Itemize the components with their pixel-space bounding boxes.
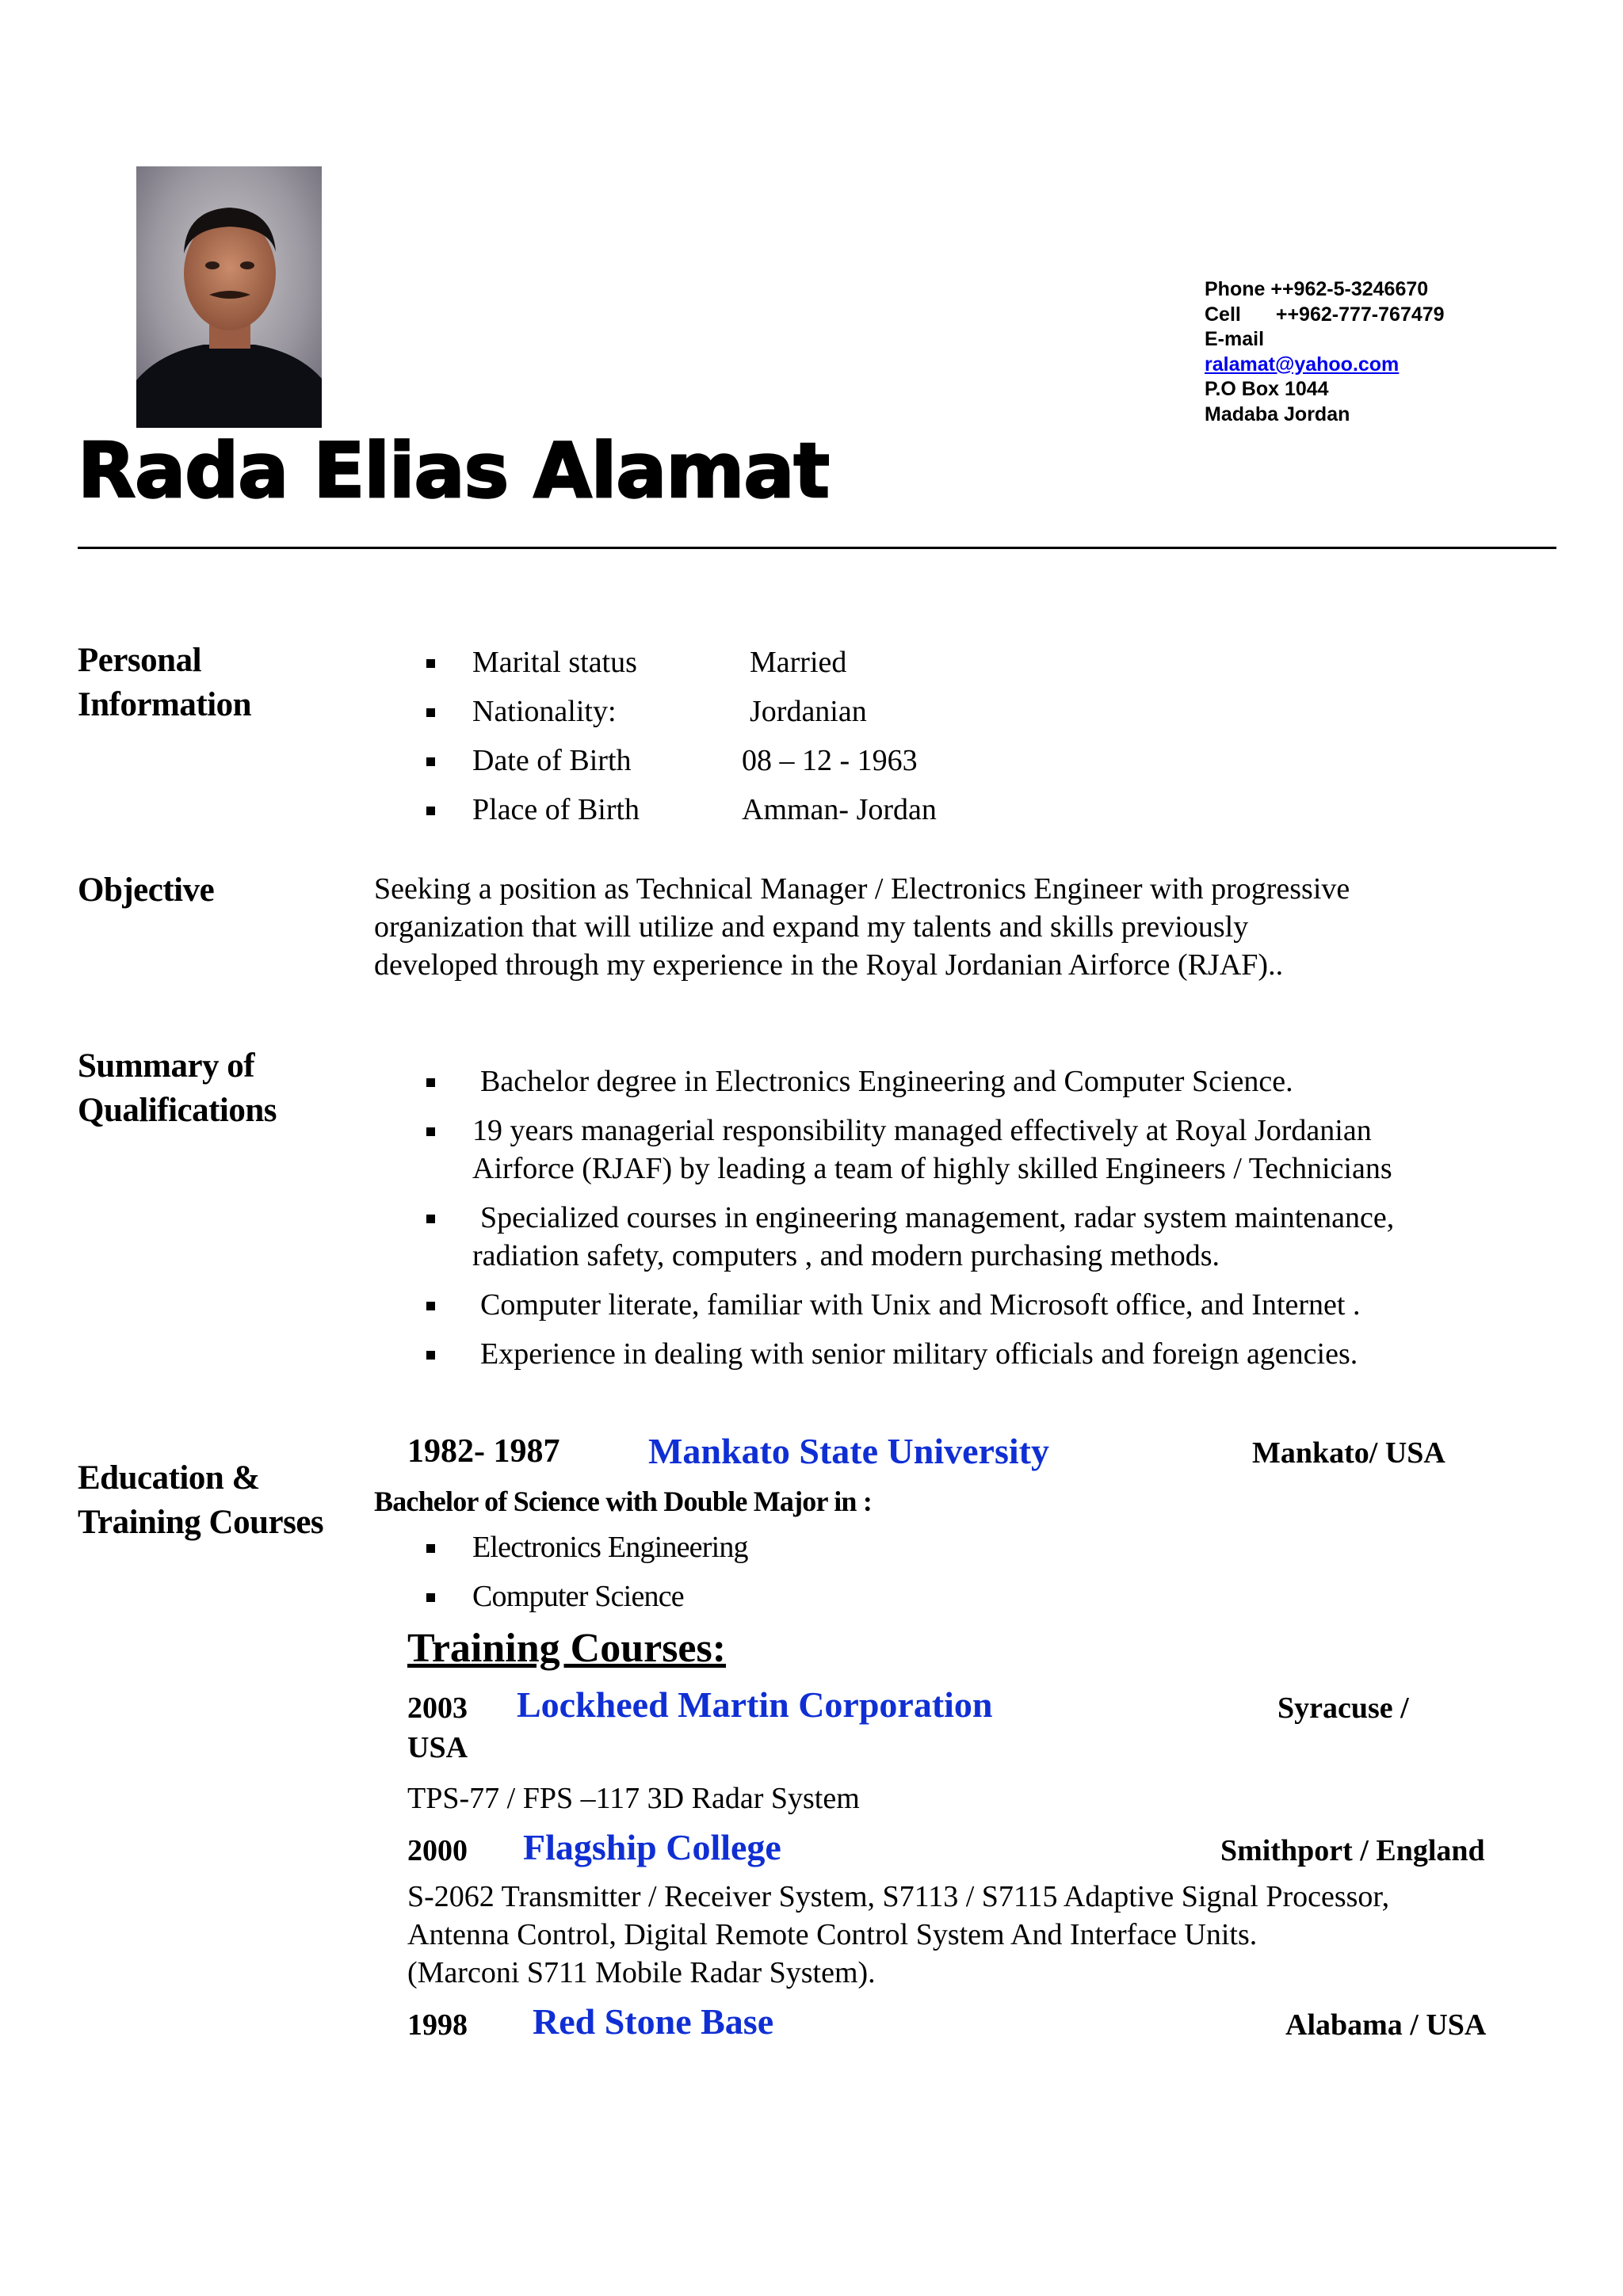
email-link[interactable]: ralamat@yahoo.com — [1205, 353, 1400, 376]
objective-heading: Objective — [78, 871, 215, 909]
phone-number: ++962-5-3246670 — [1270, 278, 1429, 300]
objective-line: developed through my experience in the Royal Jordanian Airforce (RJAF).. — [374, 948, 1284, 982]
bullet-icon — [426, 1078, 435, 1087]
qualification-line: Specialized courses in engineering management, radar system maintenance, — [480, 1201, 1395, 1234]
bullet-icon — [426, 1544, 435, 1553]
bullet-icon — [426, 708, 435, 717]
course-location: Alabama / USA — [1285, 2008, 1487, 2042]
bullet-icon — [426, 659, 435, 668]
course-org: Red Stone Base — [533, 2001, 774, 2042]
objective-line: Seeking a position as Technical Manager / Electronics Engineer with progressive — [374, 872, 1350, 906]
course-location: Syracuse / — [1277, 1691, 1409, 1725]
qualifications-heading-line2: Qualifications — [78, 1092, 277, 1129]
po-box: P.O Box 1044 — [1205, 378, 1329, 400]
qualification-item: Computer literate, familiar with Unix and Microsoft office, and Internet . — [480, 1288, 1361, 1322]
course-org: Flagship College — [523, 1827, 781, 1867]
bullet-icon — [426, 1593, 435, 1602]
qualifications-heading — [78, 1044, 277, 1133]
course-desc — [407, 1878, 1389, 1992]
qualification-line: 19 years managerial responsibility managed effectively at Royal Jordanian — [472, 1114, 1372, 1147]
degree-years: 1982- 1987 — [407, 1433, 560, 1470]
pob-label: Place of Birth — [472, 793, 640, 826]
course-desc: TPS-77 / FPS –117 3D Radar System — [407, 1782, 860, 1815]
course-org: Lockheed Martin Corporation — [517, 1684, 993, 1725]
bullet-icon — [426, 1351, 435, 1360]
phone-line — [1205, 277, 1445, 303]
qualification-item — [472, 1199, 1394, 1275]
bullet-icon — [426, 807, 435, 815]
degree-title: Bachelor of Science with Double Major in : — [374, 1486, 873, 1517]
education-heading — [78, 1456, 323, 1545]
bullet-icon — [426, 757, 435, 766]
education-heading-line1: Education & — [78, 1459, 260, 1497]
personal-heading-line2: Information — [78, 686, 252, 723]
course-year: 2003 — [407, 1691, 468, 1725]
qualification-item — [472, 1112, 1392, 1188]
marital-status-label: Marital status — [472, 646, 637, 679]
dob-value: 08 – 12 - 1963 — [742, 744, 918, 777]
bullet-icon — [426, 1302, 435, 1310]
objective-text — [374, 870, 1350, 984]
qualifications-heading-line1: Summary of — [78, 1047, 255, 1085]
training-heading: Training Courses: — [407, 1626, 727, 1671]
nationality-label: Nationality: — [472, 695, 617, 728]
course-location: Smithport / England — [1220, 1834, 1485, 1867]
email-label: E-mail — [1205, 328, 1265, 350]
phone-label: Phone — [1205, 278, 1266, 300]
nationality-value: Jordanian — [750, 695, 867, 728]
cell-line — [1205, 303, 1445, 328]
dob-label: Date of Birth — [472, 744, 632, 777]
course-desc-line: S-2062 Transmitter / Receiver System, S7113 / S7115 Adaptive Signal Processor, — [407, 1880, 1390, 1913]
pob-value: Amman- Jordan — [742, 793, 937, 826]
city: Madaba Jordan — [1205, 402, 1350, 425]
qualification-line: Airforce (RJAF) by leading a team of highly skilled Engineers / Technicians — [472, 1152, 1392, 1185]
personal-heading — [78, 639, 251, 727]
course-year: 2000 — [407, 1834, 468, 1867]
course-desc-line: Antenna Control, Digital Remote Control System And Interface Units. — [407, 1918, 1258, 1951]
contact-block — [1205, 277, 1445, 427]
cell-label: Cell — [1205, 303, 1241, 326]
course-location-cont: USA — [407, 1731, 468, 1764]
degree-school: Mankato State University — [648, 1431, 1049, 1471]
bullet-icon — [426, 1215, 435, 1223]
qualification-line: radiation safety, computers , and modern purchasing methods. — [472, 1239, 1220, 1272]
personal-heading-line1: Personal — [78, 642, 202, 679]
cell-number: ++962-777-767479 — [1275, 303, 1445, 326]
degree-location: Mankato/ USA — [1252, 1436, 1445, 1470]
qualification-item: Bachelor degree in Electronics Engineering and Computer Science. — [480, 1065, 1293, 1098]
header-divider — [78, 547, 1556, 549]
profile-photo — [136, 166, 322, 428]
course-desc-line: (Marconi S711 Mobile Radar System). — [407, 1956, 876, 1989]
major-item: Computer Science — [472, 1580, 684, 1613]
qualification-item: Experience in dealing with senior military officials and foreign agencies. — [480, 1337, 1358, 1371]
bullet-icon — [426, 1127, 435, 1136]
candidate-name: Rada Elias Alamat — [78, 428, 829, 515]
marital-status-value: Married — [750, 646, 847, 679]
course-year: 1998 — [407, 2008, 468, 2042]
objective-line: organization that will utilize and expand my talents and skills previously — [374, 910, 1249, 944]
education-heading-line2: Training Courses — [78, 1504, 324, 1541]
major-item: Electronics Engineering — [472, 1531, 748, 1564]
